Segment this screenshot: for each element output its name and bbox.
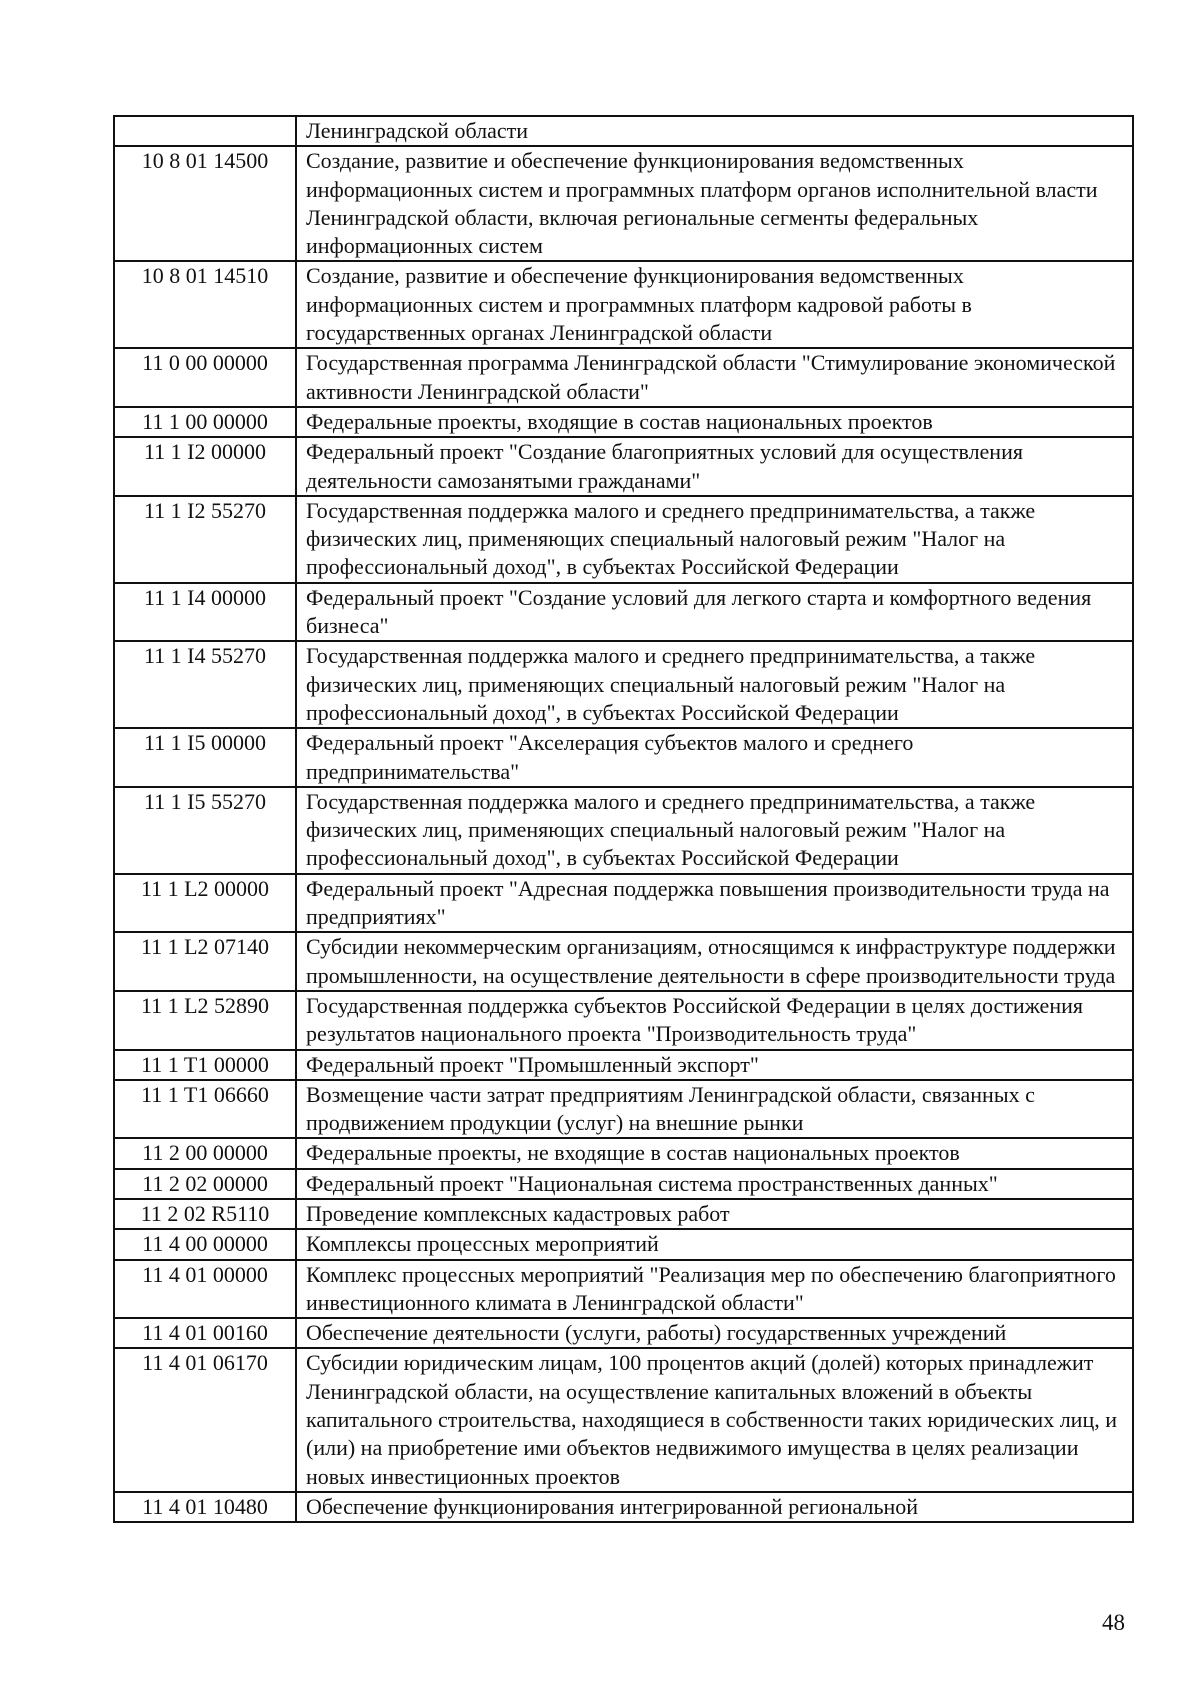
row-description: Государственная программа Ленинградской области "Стимулирование экономической активности Ленинградской области" [296, 348, 1133, 407]
row-code: 11 4 01 10480 [114, 1492, 296, 1522]
table-row [114, 1169, 1133, 1199]
table-row [114, 437, 1133, 496]
table-row [114, 496, 1133, 583]
row-description: Федеральный проект "Акселерация субъектов малого и среднего предпринимательства" [296, 728, 1133, 787]
row-code: 10 8 01 14510 [114, 261, 296, 348]
table-row [114, 1492, 1133, 1522]
row-description: Государственная поддержка малого и среднего предпринимательства, а также физических лиц, применяющих специальный налоговый режим "Налог на профессиональный доход", в субъектах Российской Федерации [296, 787, 1133, 874]
row-code: 11 2 02 R5110 [114, 1199, 296, 1229]
table-row [114, 641, 1133, 728]
row-code: 11 2 02 00000 [114, 1169, 296, 1199]
row-code: 11 1 I5 55270 [114, 787, 296, 874]
table-row [114, 932, 1133, 991]
table-row [114, 1080, 1133, 1139]
row-description: Государственная поддержка малого и среднего предпринимательства, а также физических лиц, применяющих специальный налоговый режим "Налог на профессиональный доход", в субъектах Российской Федерации [296, 641, 1133, 728]
row-code: 10 8 01 14500 [114, 146, 296, 261]
row-code: 11 1 I4 00000 [114, 583, 296, 642]
row-code: 11 1 00 00000 [114, 407, 296, 437]
row-description: Федеральный проект "Адресная поддержка повышения производительности труда на предприятиях" [296, 874, 1133, 933]
row-description: Федеральный проект "Создание условий для легкого старта и комфортного ведения бизнеса" [296, 583, 1133, 642]
row-code: 11 1 T1 06660 [114, 1080, 296, 1139]
table-row [114, 728, 1133, 787]
table-row [114, 874, 1133, 933]
row-code: 11 1 T1 00000 [114, 1050, 296, 1080]
row-description: Обеспечение деятельности (услуги, работы) государственных учреждений [296, 1318, 1133, 1348]
row-code: 11 1 L2 07140 [114, 932, 296, 991]
row-code: 11 1 L2 52890 [114, 991, 296, 1050]
row-description: Возмещение части затрат предприятиям Ленинградской области, связанных с продвижением продукции (услуг) на внешние рынки [296, 1080, 1133, 1139]
row-description: Государственная поддержка субъектов Российской Федерации в целях достижения результатов национального проекта "Производительность труда" [296, 991, 1133, 1050]
table-row [114, 1199, 1133, 1229]
row-description: Государственная поддержка малого и среднего предпринимательства, а также физических лиц, применяющих специальный налоговый режим "Налог на профессиональный доход", в субъектах Российской Федерации [296, 496, 1133, 583]
row-description: Федеральные проекты, входящие в состав национальных проектов [296, 407, 1133, 437]
table-row [114, 1260, 1133, 1319]
row-code: 11 1 I2 00000 [114, 437, 296, 496]
row-description: Федеральный проект "Национальная система пространственных данных" [296, 1169, 1133, 1199]
row-description: Комплексы процессных мероприятий [296, 1229, 1133, 1259]
table-row [114, 407, 1133, 437]
row-code: 11 1 L2 00000 [114, 874, 296, 933]
table-row [114, 348, 1133, 407]
table-row [114, 991, 1133, 1050]
row-description: Субсидии некоммерческим организациям, относящимся к инфраструктуре поддержки промышленности, на осуществление деятельности в сфере производительности труда [296, 932, 1133, 991]
table-row [114, 146, 1133, 261]
row-code: 11 4 01 00000 [114, 1260, 296, 1319]
budget-classification-table [113, 115, 1134, 1523]
table-row [114, 787, 1133, 874]
table-row [114, 1348, 1133, 1491]
row-description: Комплекс процессных мероприятий "Реализация мер по обеспечению благоприятного инвестиционного климата в Ленинградской области" [296, 1260, 1133, 1319]
row-code: 11 2 00 00000 [114, 1138, 296, 1168]
row-description: Федеральные проекты, не входящие в состав национальных проектов [296, 1138, 1133, 1168]
table-row [114, 1050, 1133, 1080]
table-row [114, 1138, 1133, 1168]
row-code: 11 4 01 06170 [114, 1348, 296, 1491]
row-description: Ленинградской области [296, 116, 1133, 146]
table-row [114, 1318, 1133, 1348]
row-description: Субсидии юридическим лицам, 100 процентов акций (долей) которых принадлежит Ленинградской области, на осуществление капитальных вложений в объекты капитального строительства, находящиеся в собственности таких юридических лиц, и (или) на приобретение ими объектов недвижимого имущества в целях реализации новых инвестиционных проектов [296, 1348, 1133, 1491]
row-description: Федеральный проект "Промышленный экспорт" [296, 1050, 1133, 1080]
table-row [114, 583, 1133, 642]
row-code: 11 0 00 00000 [114, 348, 296, 407]
row-description: Федеральный проект "Создание благоприятных условий для осуществления деятельности самозанятыми гражданами" [296, 437, 1133, 496]
row-code: 11 4 00 00000 [114, 1229, 296, 1259]
row-code: 11 1 I2 55270 [114, 496, 296, 583]
table-row [114, 1229, 1133, 1259]
row-description: Создание, развитие и обеспечение функционирования ведомственных информационных систем и программных платформ органов исполнительной власти Ленинградской области, включая региональные сегменты федеральных информационных систем [296, 146, 1133, 261]
page-number: 48 [1102, 1610, 1125, 1635]
row-description: Создание, развитие и обеспечение функционирования ведомственных информационных систем и программных платформ кадровой работы в государственных органах Ленинградской области [296, 261, 1133, 348]
row-code: 11 4 01 00160 [114, 1318, 296, 1348]
row-description: Обеспечение функционирования интегрированной региональной [296, 1492, 1133, 1522]
table-row [114, 116, 1133, 146]
row-code [114, 116, 296, 146]
table-row [114, 261, 1133, 348]
row-code: 11 1 I5 00000 [114, 728, 296, 787]
table-body [114, 116, 1133, 1522]
row-description: Проведение комплексных кадастровых работ [296, 1199, 1133, 1229]
row-code: 11 1 I4 55270 [114, 641, 296, 728]
